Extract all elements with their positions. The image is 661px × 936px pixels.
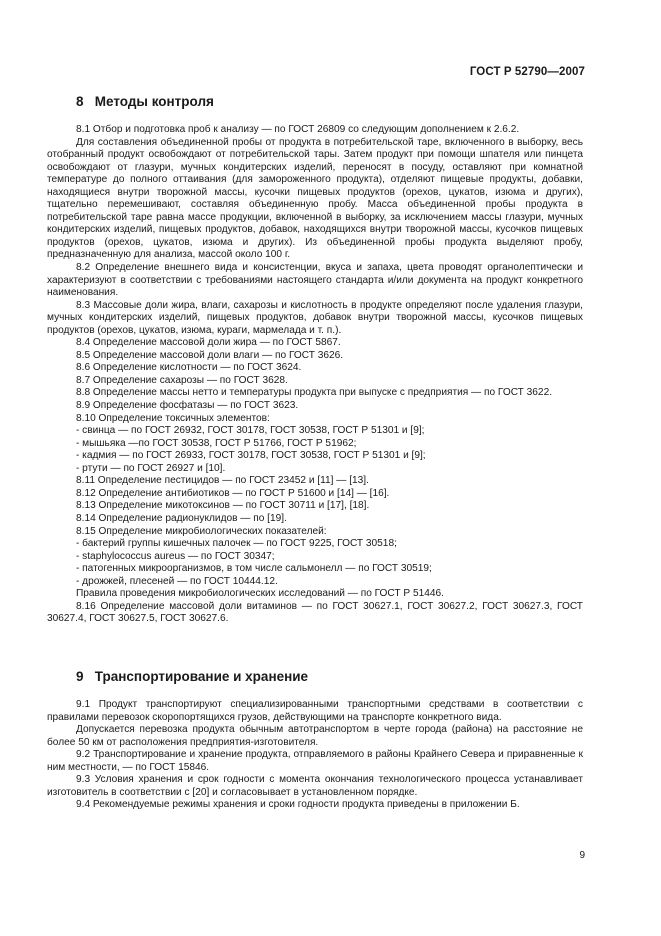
paragraph-8-16: 8.16 Определение массовой доли витаминов — по ГОСТ 30627.1, ГОСТ 30627.2, ГОСТ 30627.3, ГОСТ 30627.4, ГОСТ 30627.5, ГОСТ 30627.6. [47, 600, 583, 625]
paragraph-8-15: 8.15 Определение микробиологических показателей: [76, 525, 327, 537]
section-8-title: Методы контроля [94, 94, 214, 109]
section-8-body [47, 124, 583, 626]
section-9-body [47, 699, 583, 812]
paragraph-8-8: 8.8 Определение массы нетто и температуры продукта при выпуске с предприятия — по ГОСТ 3622. [76, 387, 553, 399]
section-8-heading [76, 94, 214, 109]
list-item: - кадмия — по ГОСТ 26933, ГОСТ 30178, ГОСТ 30538, ГОСТ Р 51301 и [9]; [76, 450, 426, 462]
paragraph-9-4: 9.4 Рекомендуемые режимы хранения и сроки годности продукта приведены в приложении Б. [76, 799, 520, 811]
paragraph-8-2: 8.2 Определение внешнего вида и консистенции, вкуса и запаха, цвета проводят органолептически и характеризуют в соответствии с требованиями настоящего стандарта и/или документа на продукт конкретного наименования. [47, 262, 583, 299]
paragraph-8-6: 8.6 Определение кислотности — по ГОСТ 3624. [76, 362, 302, 374]
paragraph-8-10: 8.10 Определение токсичных элементов: [76, 412, 270, 424]
list-item: - staphylococcus aureus — по ГОСТ 30347; [76, 550, 275, 562]
paragraph-9-1: 9.1 Продукт транспортируют специализированными транспортными средствами в соответствии с правилами перевозок скоропортящихся грузов, действующими на транспорте конкретного вида. [47, 699, 583, 723]
section-9-title: Транспортирование и хранение [94, 669, 309, 684]
list-item: - патогенных микроорганизмов, в том числе сальмонелл — по ГОСТ 30519; [76, 563, 432, 575]
list-item: - дрожжей, плесеней — по ГОСТ 10444.12. [76, 575, 278, 587]
paragraph-8-7: 8.7 Определение сахарозы — по ГОСТ 3628. [76, 374, 288, 386]
page-number: 9 [579, 850, 585, 861]
paragraph-8-4: 8.4 Определение массовой доли жира — по ГОСТ 5867. [76, 337, 341, 349]
paragraph-9-1-note: Допускается перевозка продукта обычным автотранспортом в черте города (района) на расстояние не более 50 км от расположения предприятия-изготовителя. [47, 724, 583, 748]
list-item: - мышьяка —по ГОСТ 30538, ГОСТ Р 51766, ГОСТ Р 51962; [76, 437, 357, 449]
list-item: - бактерий группы кишечных палочек — по ГОСТ 9225, ГОСТ 30518; [76, 538, 397, 550]
list-item: - свинца — по ГОСТ 26932, ГОСТ 30178, ГОСТ 30538, ГОСТ Р 51301 и [9]; [76, 425, 425, 437]
paragraph-8-15-rules: Правила проведения микробиологических исследований — по ГОСТ Р 51446. [76, 588, 444, 600]
paragraph-8-5: 8.5 Определение массовой доли влаги — по ГОСТ 3626. [76, 349, 344, 361]
paragraph-8-3: 8.3 Массовые доли жира, влаги, сахарозы и кислотность в продукте определяют после удаления глазури, мучных кондитерских изделий, пищевых продуктов, добавок внутри творожной массы, кусочков пищевых продуктов (орехов, цукатов, изюма, кураги, мармелада и т. п.). [47, 299, 583, 336]
list-item: - ртути — по ГОСТ 26927 и [10]. [76, 462, 226, 474]
document-header: ГОСТ Р 52790—2007 [469, 66, 585, 78]
paragraph-8-1-sampling: Для составления объединенной пробы от продукта в потребительской таре, включенного в выборку, весь отобранный продукт освобождают от потребительской тары. Затем продукт при помощи шпателя или пинцета освобождают от глазури, мучных кондитерских изделий, переносят в посуду, оставляют при комнатной температуре до полного оттаивания (для замороженного продукта), отделяют пищевые продукты, добавки, находящиеся внутри творожной массы, кусочки пищевых продуктов (орехов, цукатов, изюма и других), тщательно перемешивают, составляя объединенную пробу. Масса объединенной пробы продукта в потребительской таре равна массе продукции, включенной в выборку, за исключением массы глазури, мучных кондитерских изделий, пищевых продуктов, добавок, находящихся внутри творожной массы, кусочков пищевых продуктов (орехов, цукатов, изюма и других). Из объединенной пробы продукта выделяют пробу, предназначенную для анализа, массой около 100 г. [47, 136, 583, 261]
section-8-number: 8 [76, 94, 84, 109]
section-9-number: 9 [76, 669, 84, 684]
paragraph-8-12: 8.12 Определение антибиотиков — по ГОСТ Р 51600 и [14] — [16]. [76, 487, 390, 499]
paragraph-8-9: 8.9 Определение фосфатазы — по ГОСТ 3623. [76, 400, 299, 412]
section-9-heading [76, 669, 308, 684]
paragraph-8-1: 8.1 Отбор и подготовка проб к анализу — по ГОСТ 26809 со следующим дополнением к 2.6.2. [76, 124, 520, 135]
paragraph-8-11: 8.11 Определение пестицидов — по ГОСТ 23452 и [11] — [13]. [76, 475, 369, 487]
paragraph-8-13: 8.13 Определение микотоксинов — по ГОСТ 30711 и [17], [18]. [76, 500, 370, 512]
paragraph-9-3: 9.3 Условия хранения и срок годности с момента окончания технологического процесса устанавливает изготовитель в соответствии с [20] и согласовывает в установленном порядке. [47, 774, 583, 798]
paragraph-8-14: 8.14 Определение радионуклидов — по [19]. [76, 512, 287, 524]
paragraph-9-2: 9.2 Транспортирование и хранение продукта, отправляемого в районы Крайнего Севера и приравненные к ним местности, — по ГОСТ 15846. [47, 749, 583, 773]
